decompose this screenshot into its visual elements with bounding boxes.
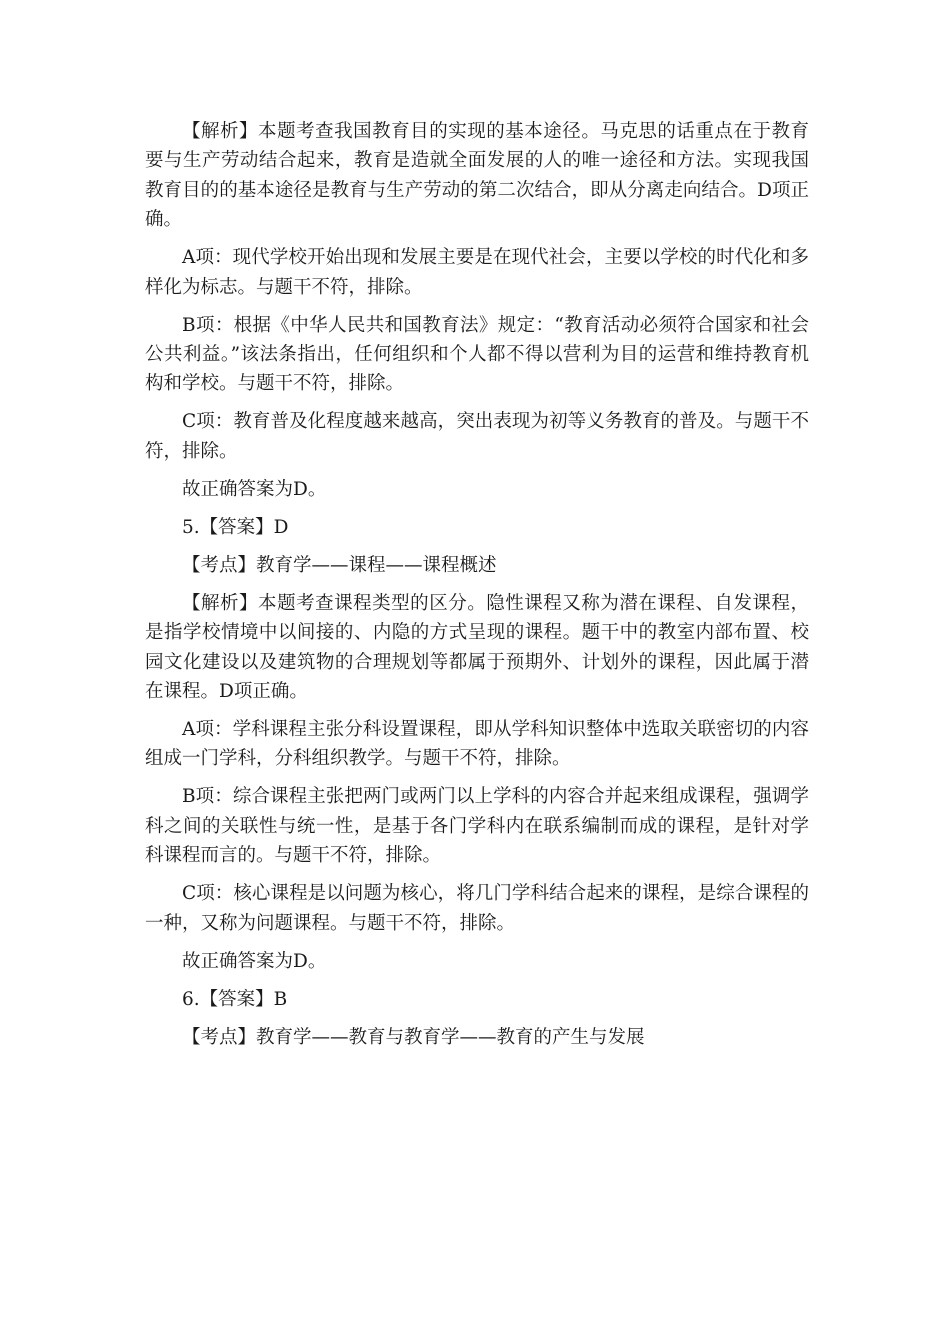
analysis-paragraph: 【解析】本题考查课程类型的区分。隐性课程又称为潜在课程、自发课程，是指学校情境中以间接的、内隐的方式呈现的课程。题干中的教室内部布置、校园文化建设以及建筑物的合理规划等都属于预期外、计划外的课程，因此属于潜在课程。D项正确。 [145, 592, 809, 703]
option-c-paragraph: C项：核心课程是以问题为核心，将几门学科结合起来的课程，是综合课程的一种，又称为问题课程。与题干不符，排除。 [145, 883, 809, 934]
correct-answer-line: 故正确答案为D。 [182, 950, 327, 972]
exam-point-line: 【考点】教育学——教育与教育学——教育的产生与发展 [182, 1026, 645, 1048]
answer-heading: 5.【答案】D [182, 516, 289, 538]
option-c-paragraph: C项：教育普及化程度越来越高，突出表现为初等义务教育的普及。与题干不符，排除。 [145, 411, 809, 462]
answer-heading: 6.【答案】B [182, 988, 288, 1010]
document-page [145, 117, 809, 1061]
option-b-paragraph: B项：综合课程主张把两门或两门以上学科的内容合并起来组成课程，强调学科之间的关联性与统一性，是基于各门学科内在联系编制而成的课程，是针对学科课程而言的。与题干不符，排除。 [145, 786, 809, 867]
correct-answer-line: 故正确答案为D。 [182, 478, 327, 500]
option-a-paragraph: A项：学科课程主张分科设置课程，即从学科知识整体中选取关联密切的内容组成一门学科，分科组织教学。与题干不符，排除。 [145, 719, 809, 770]
analysis-paragraph: 【解析】本题考查我国教育目的实现的基本途径。马克思的话重点在于教育要与生产劳动结合起来，教育是造就全面发展的人的唯一途径和方法。实现我国教育目的的基本途径是教育与生产劳动的第二次结合，即从分离走向结合。D项正确。 [145, 121, 809, 231]
option-b-paragraph: B项：根据《中华人民共和国教育法》规定：“教育活动必须符合国家和社会公共利益。”该法条指出，任何组织和个人都不得以营利为目的运营和维持教育机构和学校。与题干不符，排除。 [145, 314, 809, 395]
option-a-paragraph: A项：现代学校开始出现和发展主要是在现代社会，主要以学校的时代化和多样化为标志。与题干不符，排除。 [145, 247, 809, 298]
exam-point-line: 【考点】教育学——课程——课程概述 [182, 554, 497, 576]
